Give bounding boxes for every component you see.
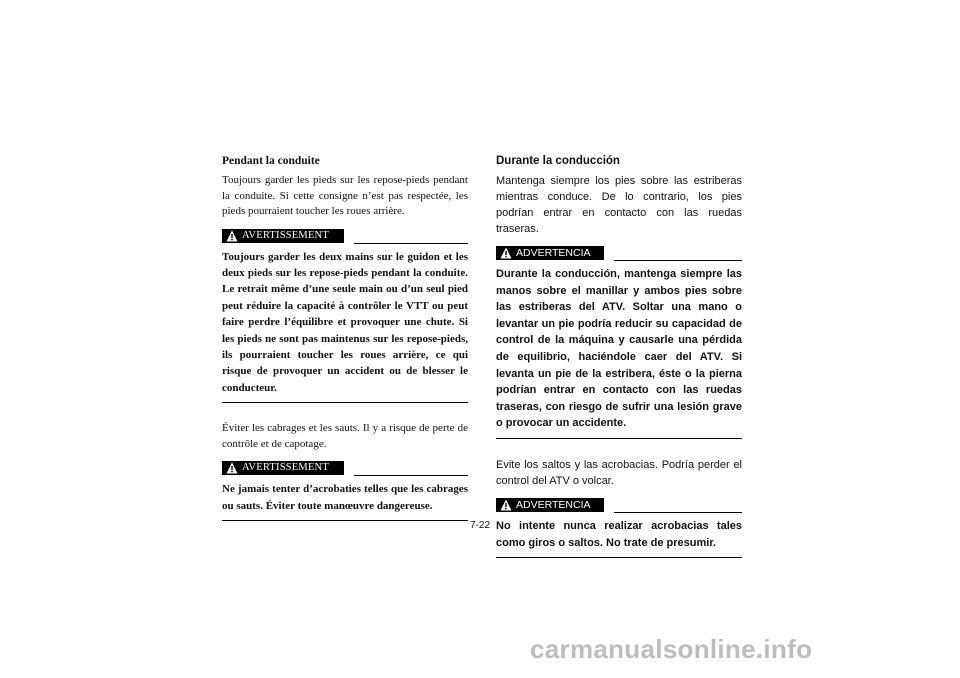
watermark: carmanualsonline.info — [530, 634, 813, 664]
section-heading-es: Durante la conducción — [496, 155, 620, 167]
warning-label: AVERTISSEMENT — [242, 462, 329, 474]
warning-label: ADVERTENCIA — [516, 498, 591, 511]
warning-label: ADVERTENCIA — [516, 247, 591, 259]
warning-rule — [354, 475, 468, 476]
warning-text-fr-1: Toujours garder les deux mains sur le guidon et les deux pieds sur les repose-pieds pendant la conduite. Le retrait même d’une seule main ou d’un seul pied peut réduire la capacité à contrôler le VTT ou peut faire perdre l’équilibre et provoquer une chute. Si les pieds ne sont pas maintenus sur les repose-pieds, ils pourraient toucher les roues arrière, ce qui risque de provoquer un accident ou de blesser le conducteur. — [222, 249, 468, 404]
intro-paragraph-es: Mantenga siempre los pies sobre las estriberas mientras conduce. De lo contrario, los pies podrían entrar en contacto con las ruedas traseras. — [496, 175, 742, 235]
paragraph-fr-2: Éviter les cabrages et les sauts. Il y a risque de perte de contrôle et de capotage. — [222, 422, 468, 450]
spanish-column — [496, 154, 742, 558]
warning-text-es-2: No intente nunca realizar acrobacias tales como giros o saltos. No trate de presumir. — [496, 518, 742, 558]
warning-triangle-icon — [500, 499, 512, 511]
warning-rule — [614, 260, 742, 261]
page-number: 7-22 — [470, 520, 491, 531]
section-heading-fr: Pendant la conduite — [222, 155, 320, 167]
french-column — [222, 154, 468, 521]
warning-text-es-1: Durante la conducción, mantenga siempre las manos sobre el manillar y ambos pies sobre las estriberas del ATV. Soltar una mano o levantar un pie podría reducir su capacidad de control de la máquina y causarle una pérdida de equilibrio, haciéndole caer del ATV. Si levanta un pie de la estribera, éste o la pierna podrían entrar en contacto con las ruedas traseras, con riesgo de sufrir una lesión grave o provocar un accidente. — [496, 266, 742, 439]
warning-label: AVERTISSEMENT — [242, 229, 329, 241]
warning-header-es-2 — [496, 496, 742, 514]
warning-badge — [496, 246, 604, 260]
warning-badge — [496, 498, 604, 512]
warning-text-fr-2: Ne jamais tenter d’acrobaties telles que les cabrages ou sauts. Éviter toute manœuvre dangereuse. — [222, 481, 468, 521]
warning-triangle-icon — [226, 230, 238, 242]
intro-paragraph-fr: Toujours garder les pieds sur les repose-pieds pendant la conduite. Si cette consigne n’est pas respectée, les pieds pourraient toucher les roues arrière. — [222, 174, 468, 217]
warning-triangle-icon — [226, 462, 238, 474]
paragraph-es-2: Evite los saltos y las acrobacias. Podría perder el control del ATV o volcar. — [496, 458, 742, 487]
warning-rule — [354, 243, 468, 244]
warning-header-fr-1 — [222, 227, 468, 245]
warning-badge — [222, 461, 344, 475]
warning-header-fr-2 — [222, 459, 468, 477]
warning-header-es-1 — [496, 244, 742, 262]
warning-badge — [222, 229, 344, 243]
warning-triangle-icon — [500, 247, 512, 259]
warning-rule — [614, 512, 742, 513]
